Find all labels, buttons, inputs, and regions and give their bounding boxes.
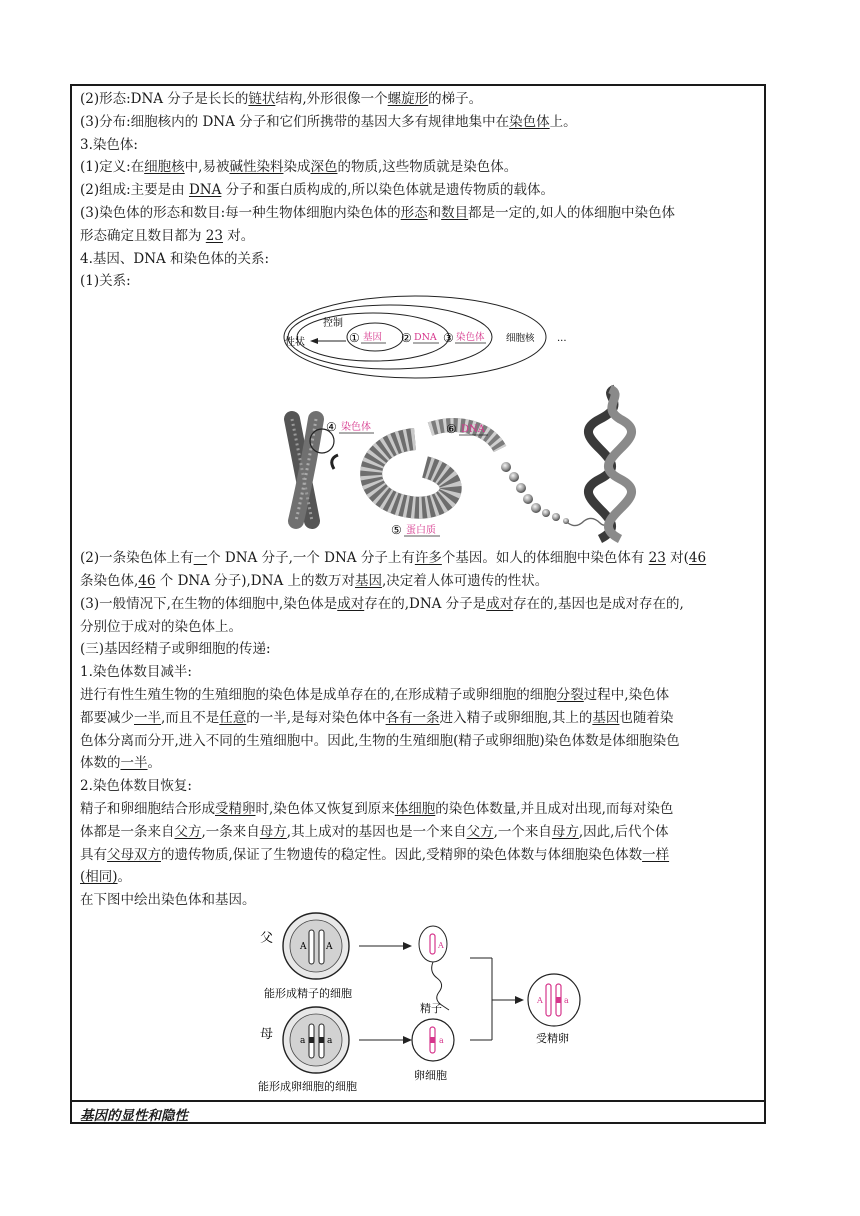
answer-blank: 一半 <box>134 709 161 726</box>
answer-blank: 各有一条 <box>385 709 440 726</box>
sperm-label: 精子 <box>420 1001 442 1015</box>
marker-4: ④ <box>326 420 337 435</box>
marker-5: ⑤ <box>391 523 402 538</box>
heading-restoration: 2.染色体数目恢复: <box>80 778 192 795</box>
protein-label: 蛋白质 <box>406 525 436 537</box>
gene-a-left: a <box>300 1035 306 1046</box>
line-restoration-1: 精子和卵细胞结合形成受精卵时,染色体又恢复到原来体细胞的染色体数量,并且成对出现,而每对染色 <box>80 800 674 817</box>
dna-label: DNA <box>414 332 437 344</box>
line-chromosome-composition: (2)组成:主要是由 DNA 分子和蛋白质构成的,所以染色体就是遗传物质的载体。 <box>80 182 554 199</box>
gene-a-right: a <box>327 1035 333 1046</box>
line-halving-2: 都要减少一半,而且不是任意的一半,是每对染色体中各有一条进入精子或卵细胞,其上的基因也随着染 <box>80 709 674 726</box>
sperm-cell-caption: 能形成精子的细胞 <box>264 986 352 1000</box>
gene-label: 基因 <box>363 332 383 344</box>
line-halving-3: 色体分离而分开,进入不同的生殖细胞中。因此,生物的生殖细胞(精子或卵细胞)染色体数是体细胞染色 <box>80 732 680 749</box>
section-footer-title: 基因的显性和隐性 <box>80 1108 188 1124</box>
nucleosome-beads <box>501 462 614 526</box>
nucleus-label: 细胞核 <box>506 333 535 345</box>
line-chromosome-dna-count: (2)一条染色体上有一个 DNA 分子,一个 DNA 分子上有许多个基因。如人的体细胞中染色体有 23 对(46 <box>80 550 707 567</box>
egg-label: 卵细胞 <box>414 1068 447 1082</box>
answer-blank: 数目 <box>441 204 469 221</box>
line-chromosome-number: (3)染色体的形态和数目:每一种生物体细胞内染色体的形态和数目都是一定的,如人的体细胞中染色体 <box>80 204 675 221</box>
answer-blank: 螺旋形 <box>387 91 429 107</box>
heading-transmission: (三)基因经精子或卵细胞的传递: <box>80 641 271 658</box>
line-pairs: (3)一般情况下,在生物的体细胞中,染色体是成对存在的,DNA 分子是成对存在的,基因也是成对存在的, <box>80 595 684 612</box>
trait-label: 性状 <box>285 337 305 349</box>
answer-blank: 体细胞 <box>394 800 436 817</box>
answer-blank: 23 <box>205 227 223 244</box>
content-body <box>80 88 760 1093</box>
answer-blank: 46 <box>138 572 156 589</box>
heading-relationship: 4.基因、DNA 和染色体的关系: <box>80 250 270 267</box>
line-chromosome-dna-count-cont: 条染色体,46 个 DNA 分子),DNA 上的数万对基因,决定着人体可遗传的性状。 <box>80 572 549 589</box>
answer-blank: 形态 <box>400 204 428 221</box>
marker-3: ③ <box>443 331 454 346</box>
answer-blank: 成对 <box>486 595 514 612</box>
marker-1: ① <box>349 331 360 346</box>
answer-blank: 细胞核 <box>144 159 185 176</box>
father-label: 父 <box>260 930 274 946</box>
answer-blank: 链状 <box>248 91 276 107</box>
zygote-gene-a: a <box>564 995 569 1005</box>
subheading-relationship: (1)关系: <box>80 273 131 290</box>
answer-blank: 碱性染料 <box>229 159 284 176</box>
answer-blank: 成对 <box>337 595 365 612</box>
answer-blank: 许多 <box>414 550 442 567</box>
line-halving-1: 进行有性生殖生物的生殖细胞的染色体是成单存在的,在形成精子或卵细胞的细胞分裂过程中,染色体 <box>80 686 670 703</box>
answer-blank: 分裂 <box>556 686 584 703</box>
answer-blank: 46 <box>688 550 707 567</box>
answer-blank: DNA <box>188 182 222 199</box>
answer-blank: 基因 <box>592 709 620 726</box>
line-halving-4: 体数的一半。 <box>80 755 161 772</box>
line-restoration-2: 体都是一条来自父方,一条来自母方,其上成对的基因也是一个来自父方,一个来自母方,因此,后代个体 <box>80 823 669 840</box>
content-table <box>70 84 766 1124</box>
ellipsis-label: ... <box>557 333 567 345</box>
answer-blank: 母方 <box>551 823 579 840</box>
coiled-fiber-shape <box>371 425 500 508</box>
answer-blank: 任意 <box>219 709 247 726</box>
answer-blank: 一半 <box>120 755 148 772</box>
chromosome-dna-illustration <box>80 389 760 547</box>
gene-A-left: A <box>300 941 307 952</box>
dna-label-2: DNA <box>461 424 485 436</box>
chromosome-label-2: 染色体 <box>341 422 371 434</box>
line-restoration-4: (相同)。 <box>80 869 132 886</box>
nested-ellipse-diagram <box>80 293 760 389</box>
dna-helix-shape <box>588 389 631 539</box>
answer-blank: 深色 <box>310 159 338 176</box>
answer-blank: 母方 <box>259 823 287 840</box>
line-chromosome-definition: (1)定义:在细胞核中,易被碱性染料染成深色的物质,这些物质就是染色体。 <box>80 159 518 176</box>
line-pairs-cont: 分别位于成对的染色体上。 <box>80 618 242 635</box>
answer-blank: 父方 <box>174 823 202 840</box>
mother-label: 母 <box>260 1026 274 1042</box>
section-footer-row <box>72 1100 764 1122</box>
egg-cell-caption: 能形成卵细胞的细胞 <box>258 1079 357 1093</box>
chromosome-label: 染色体 <box>456 332 485 344</box>
answer-blank: 受精卵 <box>215 800 256 817</box>
answer-blank: 一样 <box>642 846 670 863</box>
answer-blank: 23 <box>648 550 666 567</box>
marker-2: ② <box>401 331 412 346</box>
answer-blank: 一 <box>193 550 208 567</box>
zygote-label: 受精卵 <box>536 1031 569 1045</box>
line-draw-instruction: 在下图中绘出染色体和基因。 <box>80 892 256 909</box>
answer-blank: 染色体 <box>509 113 550 130</box>
marker-6: ⑥ <box>446 422 457 437</box>
heading-halving: 1.染色体数目减半: <box>80 664 192 681</box>
heading-chromosome: 3.染色体: <box>80 136 138 153</box>
answer-blank: 父方 <box>466 823 494 840</box>
sperm-gene: A <box>438 940 444 950</box>
line-restoration-3: 具有父母双方的遗传物质,保证了生物遗传的稳定性。因此,受精卵的染色体数与体细胞染色体数一样 <box>80 846 670 863</box>
zygote-gene-A: A <box>537 995 543 1005</box>
answer-blank: 父母双方 <box>107 846 161 863</box>
fertilization-diagram <box>80 912 760 1093</box>
line-dna-distribution: (3)分布:细胞核内的 DNA 分子和它们所携带的基因大多有规律地集中在染色体上。 <box>80 113 577 130</box>
line-dna-shape: (2)形态:DNA 分子是长长的链状结构,外形很像一个螺旋形的梯子。 <box>80 91 483 107</box>
line-chromosome-number-cont: 形态确定且数目都为 23 对。 <box>80 227 255 244</box>
egg-gene: a <box>439 1035 444 1045</box>
gene-A-right: A <box>326 941 333 952</box>
control-label: 控制 <box>323 318 343 330</box>
answer-blank: (相同) <box>80 869 118 886</box>
answer-blank: 基因 <box>354 572 382 589</box>
